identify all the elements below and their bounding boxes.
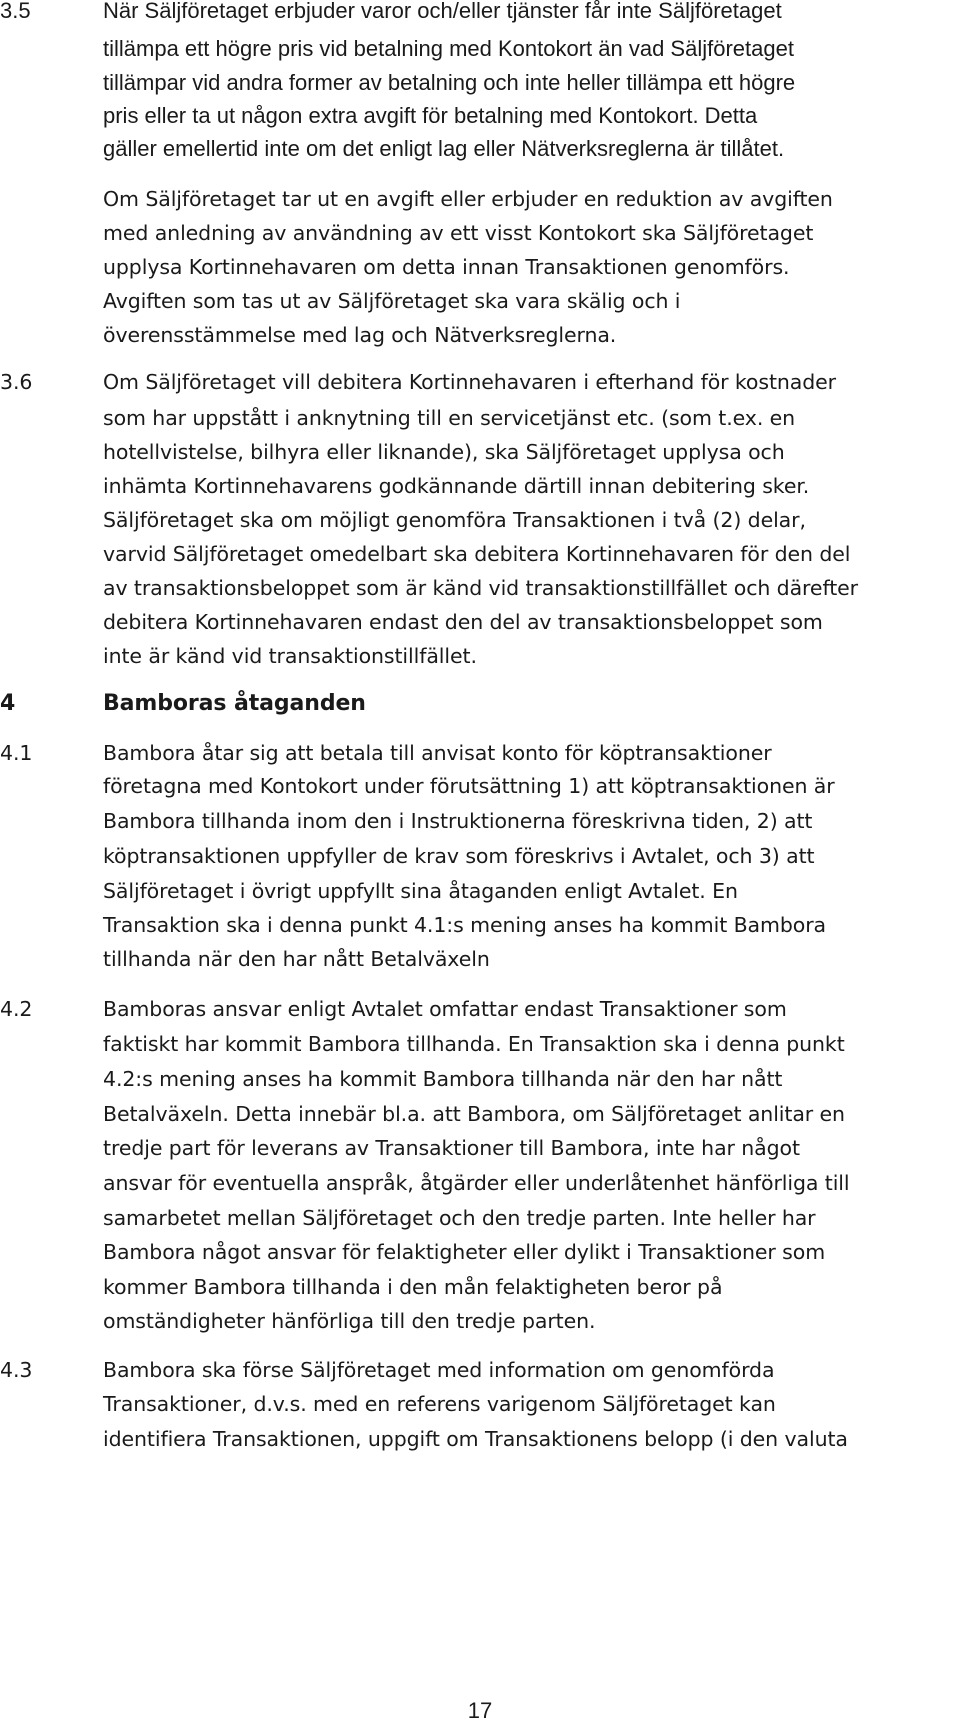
line-text: tillämpar vid andra former av betalning och inte heller tillämpa ett högre <box>103 70 796 95</box>
line-text: köptransaktionen uppfyller de krav som föreskrivs i Avtalet, och 3) att <box>103 844 815 868</box>
line-text: pris eller ta ut någon extra avgift för betalning med Kontokort. Detta <box>103 103 758 128</box>
line-text: Avgiften som tas ut av Säljföretaget ska vara skälig och i <box>103 289 681 313</box>
line-text: tillhanda när den har nått Betalväxeln <box>103 947 490 971</box>
line-text: kommer Bambora tillhanda i den mån felaktigheten beror på <box>103 1275 723 1299</box>
line-text: Betalväxeln. Detta innebär bl.a. att Bambora, om Säljföretaget anlitar en <box>103 1102 845 1126</box>
line-text: Transaktion ska i denna punkt 4.1:s mening anses ha kommit Bambora <box>103 913 827 937</box>
line-text: ansvar för eventuella anspråk, åtgärder eller underlåtenhet hänförliga till <box>103 1171 850 1195</box>
section-number: 4.1 <box>0 741 33 765</box>
heading-text: Bamboras åtaganden <box>103 691 366 716</box>
line-text: omständigheter hänförliga till den tredje parten. <box>103 1309 596 1333</box>
line-text: faktiskt har kommit Bambora tillhanda. En Transaktion ska i denna punkt <box>103 1032 845 1056</box>
line-text: hotellvistelse, bilhyra eller liknande), ska Säljföretaget upplysa och <box>103 440 785 464</box>
section-number: 3.5 <box>0 0 31 23</box>
line-text: Bambora något ansvar för felaktigheter eller dylikt i Transaktioner som <box>103 1240 826 1264</box>
line-text: varvid Säljföretaget omedelbart ska debitera Kortinnehavaren för den del <box>103 542 851 566</box>
line-text: Om Säljföretaget vill debitera Kortinnehavaren i efterhand för kostnader <box>103 370 837 394</box>
line-text: inte är känd vid transaktionstillfället. <box>103 644 477 668</box>
line-text: Om Säljföretaget tar ut en avgift eller erbjuder en reduktion av avgiften <box>103 187 833 211</box>
line-text: samarbetet mellan Säljföretaget och den tredje parten. Inte heller har <box>103 1206 816 1230</box>
line-text: identifiera Transaktionen, uppgift om Transaktionens belopp (i den valuta <box>103 1427 848 1451</box>
section-number: 3.6 <box>0 370 33 394</box>
line-text: Transaktioner, d.v.s. med en referens varigenom Säljföretaget kan <box>103 1392 776 1416</box>
line-text: Säljföretaget i övrigt uppfyllt sina åtaganden enligt Avtalet. En <box>103 879 738 903</box>
page-number: 17 <box>467 1698 493 1723</box>
line-text: av transaktionsbeloppet som är känd vid transaktionstillfället och därefter <box>103 576 858 600</box>
line-text: Säljföretaget ska om möjligt genomföra Transaktionen i två (2) delar, <box>103 508 806 532</box>
line-text: Bambora ska förse Säljföretaget med information om genomförda <box>103 1358 775 1382</box>
line-text: När Säljföretaget erbjuder varor och/eller tjänster får inte Säljföretaget <box>103 0 782 23</box>
line-text: gäller emellertid inte om det enligt lag eller Nätverksreglerna är tillåtet. <box>103 136 785 161</box>
section-number: 4.3 <box>0 1358 33 1382</box>
line-text: Bambora tillhanda inom den i Instruktionerna föreskrivna tiden, 2) att <box>103 809 813 833</box>
line-text: som har uppstått i anknytning till en servicetjänst etc. (som t.ex. en <box>103 406 796 430</box>
line-text: företagna med Kontokort under förutsättning 1) att köptransaktionen är <box>103 774 835 798</box>
line-text: Bamboras ansvar enligt Avtalet omfattar endast Transaktioner som <box>103 997 787 1021</box>
line-text: med anledning av användning av ett visst Kontokort ska Säljföretaget <box>103 221 814 245</box>
line-text: tredje part för leverans av Transaktioner till Bambora, inte har något <box>103 1136 800 1160</box>
section-number: 4.2 <box>0 997 33 1021</box>
line-text: överensstämmelse med lag och Nätverksreglerna. <box>103 323 617 347</box>
line-text: upplysa Kortinnehavaren om detta innan Transaktionen genomförs. <box>103 255 790 279</box>
section-number: 4 <box>0 691 16 716</box>
line-text: 4.2:s mening anses ha kommit Bambora tillhanda när den har nått <box>103 1067 783 1091</box>
line-text: debitera Kortinnehavaren endast den del av transaktionsbeloppet som <box>103 610 823 634</box>
line-text: inhämta Kortinnehavarens godkännande därtill innan debitering sker. <box>103 474 810 498</box>
line-text: tillämpa ett högre pris vid betalning med Kontokort än vad Säljföretaget <box>103 36 794 61</box>
line-text: Bambora åtar sig att betala till anvisat konto för köptransaktioner <box>103 741 772 765</box>
